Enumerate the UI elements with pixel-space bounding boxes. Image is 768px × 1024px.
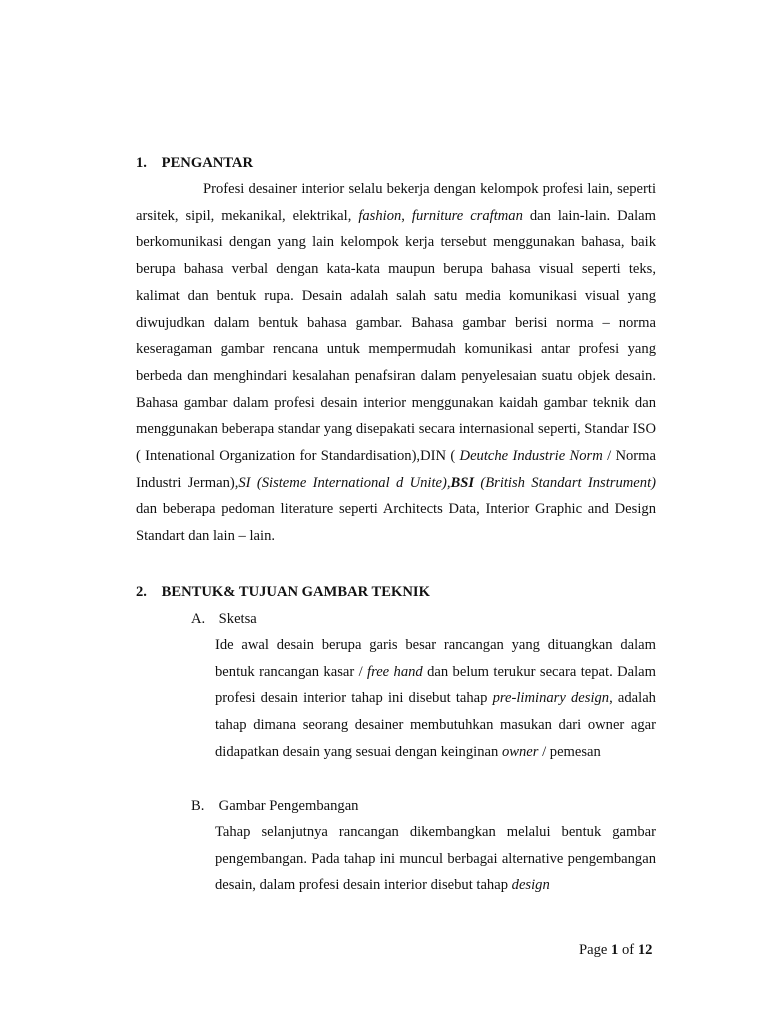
section-2-title: BENTUK& TUJUAN GAMBAR TEKNIK [161,584,430,600]
text-run: Ide awal desain berupa garis besar rancangan yang dituangkan dalam bentuk rancangan kasar / [215,637,656,680]
text-run-italic: SI (Sisteme International d Unite), [238,474,451,491]
section-1-paragraph [136,176,656,550]
footer-of-word: of [621,942,635,958]
item-b-heading [191,798,358,815]
text-run: dan belum terukur secara tepat. Dalam profesi desain interior tahap ini disebut tahap [215,663,657,707]
text-run: dan lain-lain. Dalam berkomunikasi dengan yang lain kelompok kerja tersebut menggunakan bahasa, baik berupa bahasa verbal dengan kata-kata maupun berupa bahasa visual seperti teks, kalimat dan bentuk rupa. Desain adalah salah satu media komunikasi visual yang diwujudkan dalam bentuk bahasa gambar. Bahasa gambar berisi norma – norma keseragaman gambar rencana untuk mempermudah komunikasi antar profesi yang berbeda dan menghindari kesalahan penafsiran dalam penyelesaian suatu objek desain. Bahasa gambar dalam profesi desain interior menggunakan kaidah gambar teknik dan menggunakan beberapa standar yang disepakati secara internasional seperti, Standar ISO ( Intenational Organization for Standardisation),DIN ( [136,207,656,465]
footer-page-word: Page [579,942,608,958]
page-number-footer [579,942,652,959]
item-a-paragraph [215,632,656,766]
text-run-italic: (British Standart Instrument) [474,474,656,491]
text-run-italic: Deutche Industrie Norm [459,448,603,465]
text-run-italic: design [511,877,550,894]
section-2-number: 2. [136,584,147,600]
text-run: / pemesan [538,743,601,760]
item-b-paragraph [215,819,656,899]
section-1-title: PENGANTAR [161,155,254,171]
text-run-italic: owner [501,743,539,760]
text-run-italic: fashion [358,207,402,224]
item-a-letter: A. [191,611,206,627]
text-run: Profesi desainer interior selalu bekerja dengan kelompok profesi lain, seperti arsitek, sipil, mekanikal, elektrikal, [136,181,656,224]
item-a-label: Sketsa [218,611,257,627]
text-run-italic: furniture craftman [411,207,523,224]
text-run: , adalah tahap dimana seorang desainer membutuhkan masukan dari owner agar didapatkan desain yang sesuai dengan keinginan [215,690,656,760]
section-1-heading [136,155,253,172]
text-run: dan beberapa pedoman literature seperti Architects Data, Interior Graphic and Design Standart dan lain – lain. [136,501,656,545]
text-run-bold-italic: BSI [450,474,475,491]
item-a-heading [191,611,257,628]
text-run: , [401,207,412,224]
footer-current-page: 1 [611,942,619,958]
section-2-heading [136,584,430,601]
text-run: Tahap selanjutnya rancangan dikembangkan melalui bentuk gambar pengembangan. Pada tahap ini muncul berbagai alternative pengembangan desain, dalam profesi desain interior disebut tahap [215,824,656,894]
section-1-number: 1. [136,155,147,171]
item-b-label: Gambar Pengembangan [218,798,359,814]
text-run: / Norma Industri Jerman), [136,448,656,491]
footer-total-pages: 12 [637,942,653,958]
item-b-letter: B. [191,798,205,814]
text-run-italic: free hand [367,663,423,680]
text-run-italic: pre-liminary design [492,690,610,707]
